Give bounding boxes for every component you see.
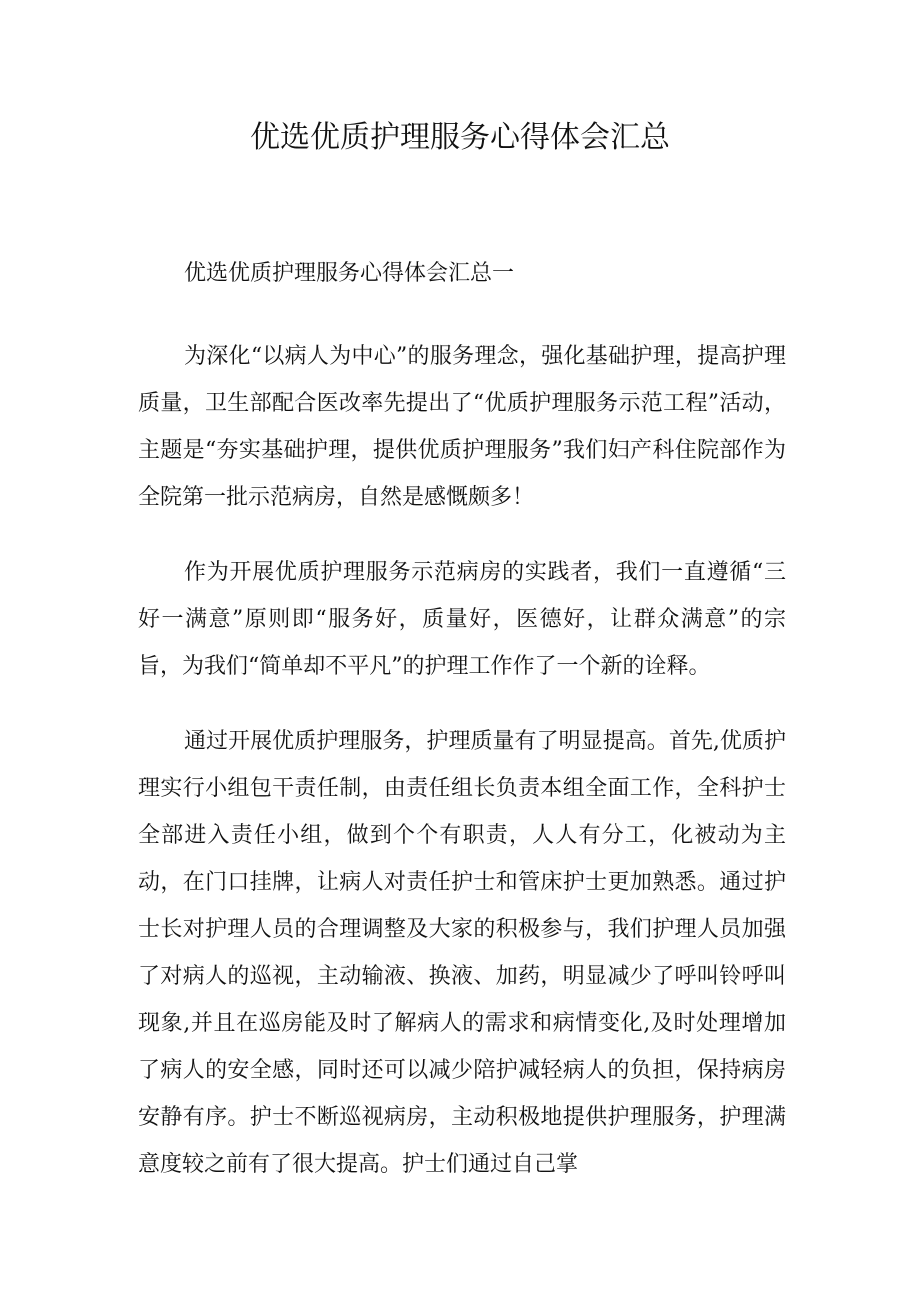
document-title: 优选优质护理服务心得体会汇总 [250,120,670,155]
paragraph-3: 通过开展优质护理服务，护理质量有了明显提高。首先,优质护理实行小组包干责任制，由责任组长负责本组全面工作，全科护士全部进入责任小组，做到个个有职责，人人有分工，化被动为主动，在门口挂牌，让病人对责任护士和管床护士更加熟悉。通过护士长对护理人员的合理调整及大家的积极参与，我们护理人员加强了对病人的巡视，主动输液、换液、加药，明显减少了呼叫铃呼叫现象,并且在巡房能及时了解病人的需求和病情变化,及时处理增加了病人的安全感，同时还可以减少陪护减轻病人的负担，保持病房安静有序。护士不断巡视病房，主动积极地提供护理服务，护理满意度较之前有了很大提高。护士们通过自己掌 [138,729,786,1177]
paragraph-1: 为深化“以病人为中心”的服务理念，强化基础护理，提高护理质量，卫生部配合医改率先提出了“优质护理服务示范工程”活动，主题是“夯实基础护理，提供优质护理服务”我们妇产科住院部作为全院第一批示范病房，自然是感慨颇多！ [138,344,786,510]
paragraph-2: 作为开展优质护理服务示范病房的实践者，我们一直遵循“三好一满意”原则即“服务好，质量好，医德好，让群众满意”的宗旨，为我们“简单却不平凡”的护理工作作了一个新的诠释。 [138,560,786,679]
section-heading: 优选优质护理服务心得体会汇总一 [184,261,515,286]
